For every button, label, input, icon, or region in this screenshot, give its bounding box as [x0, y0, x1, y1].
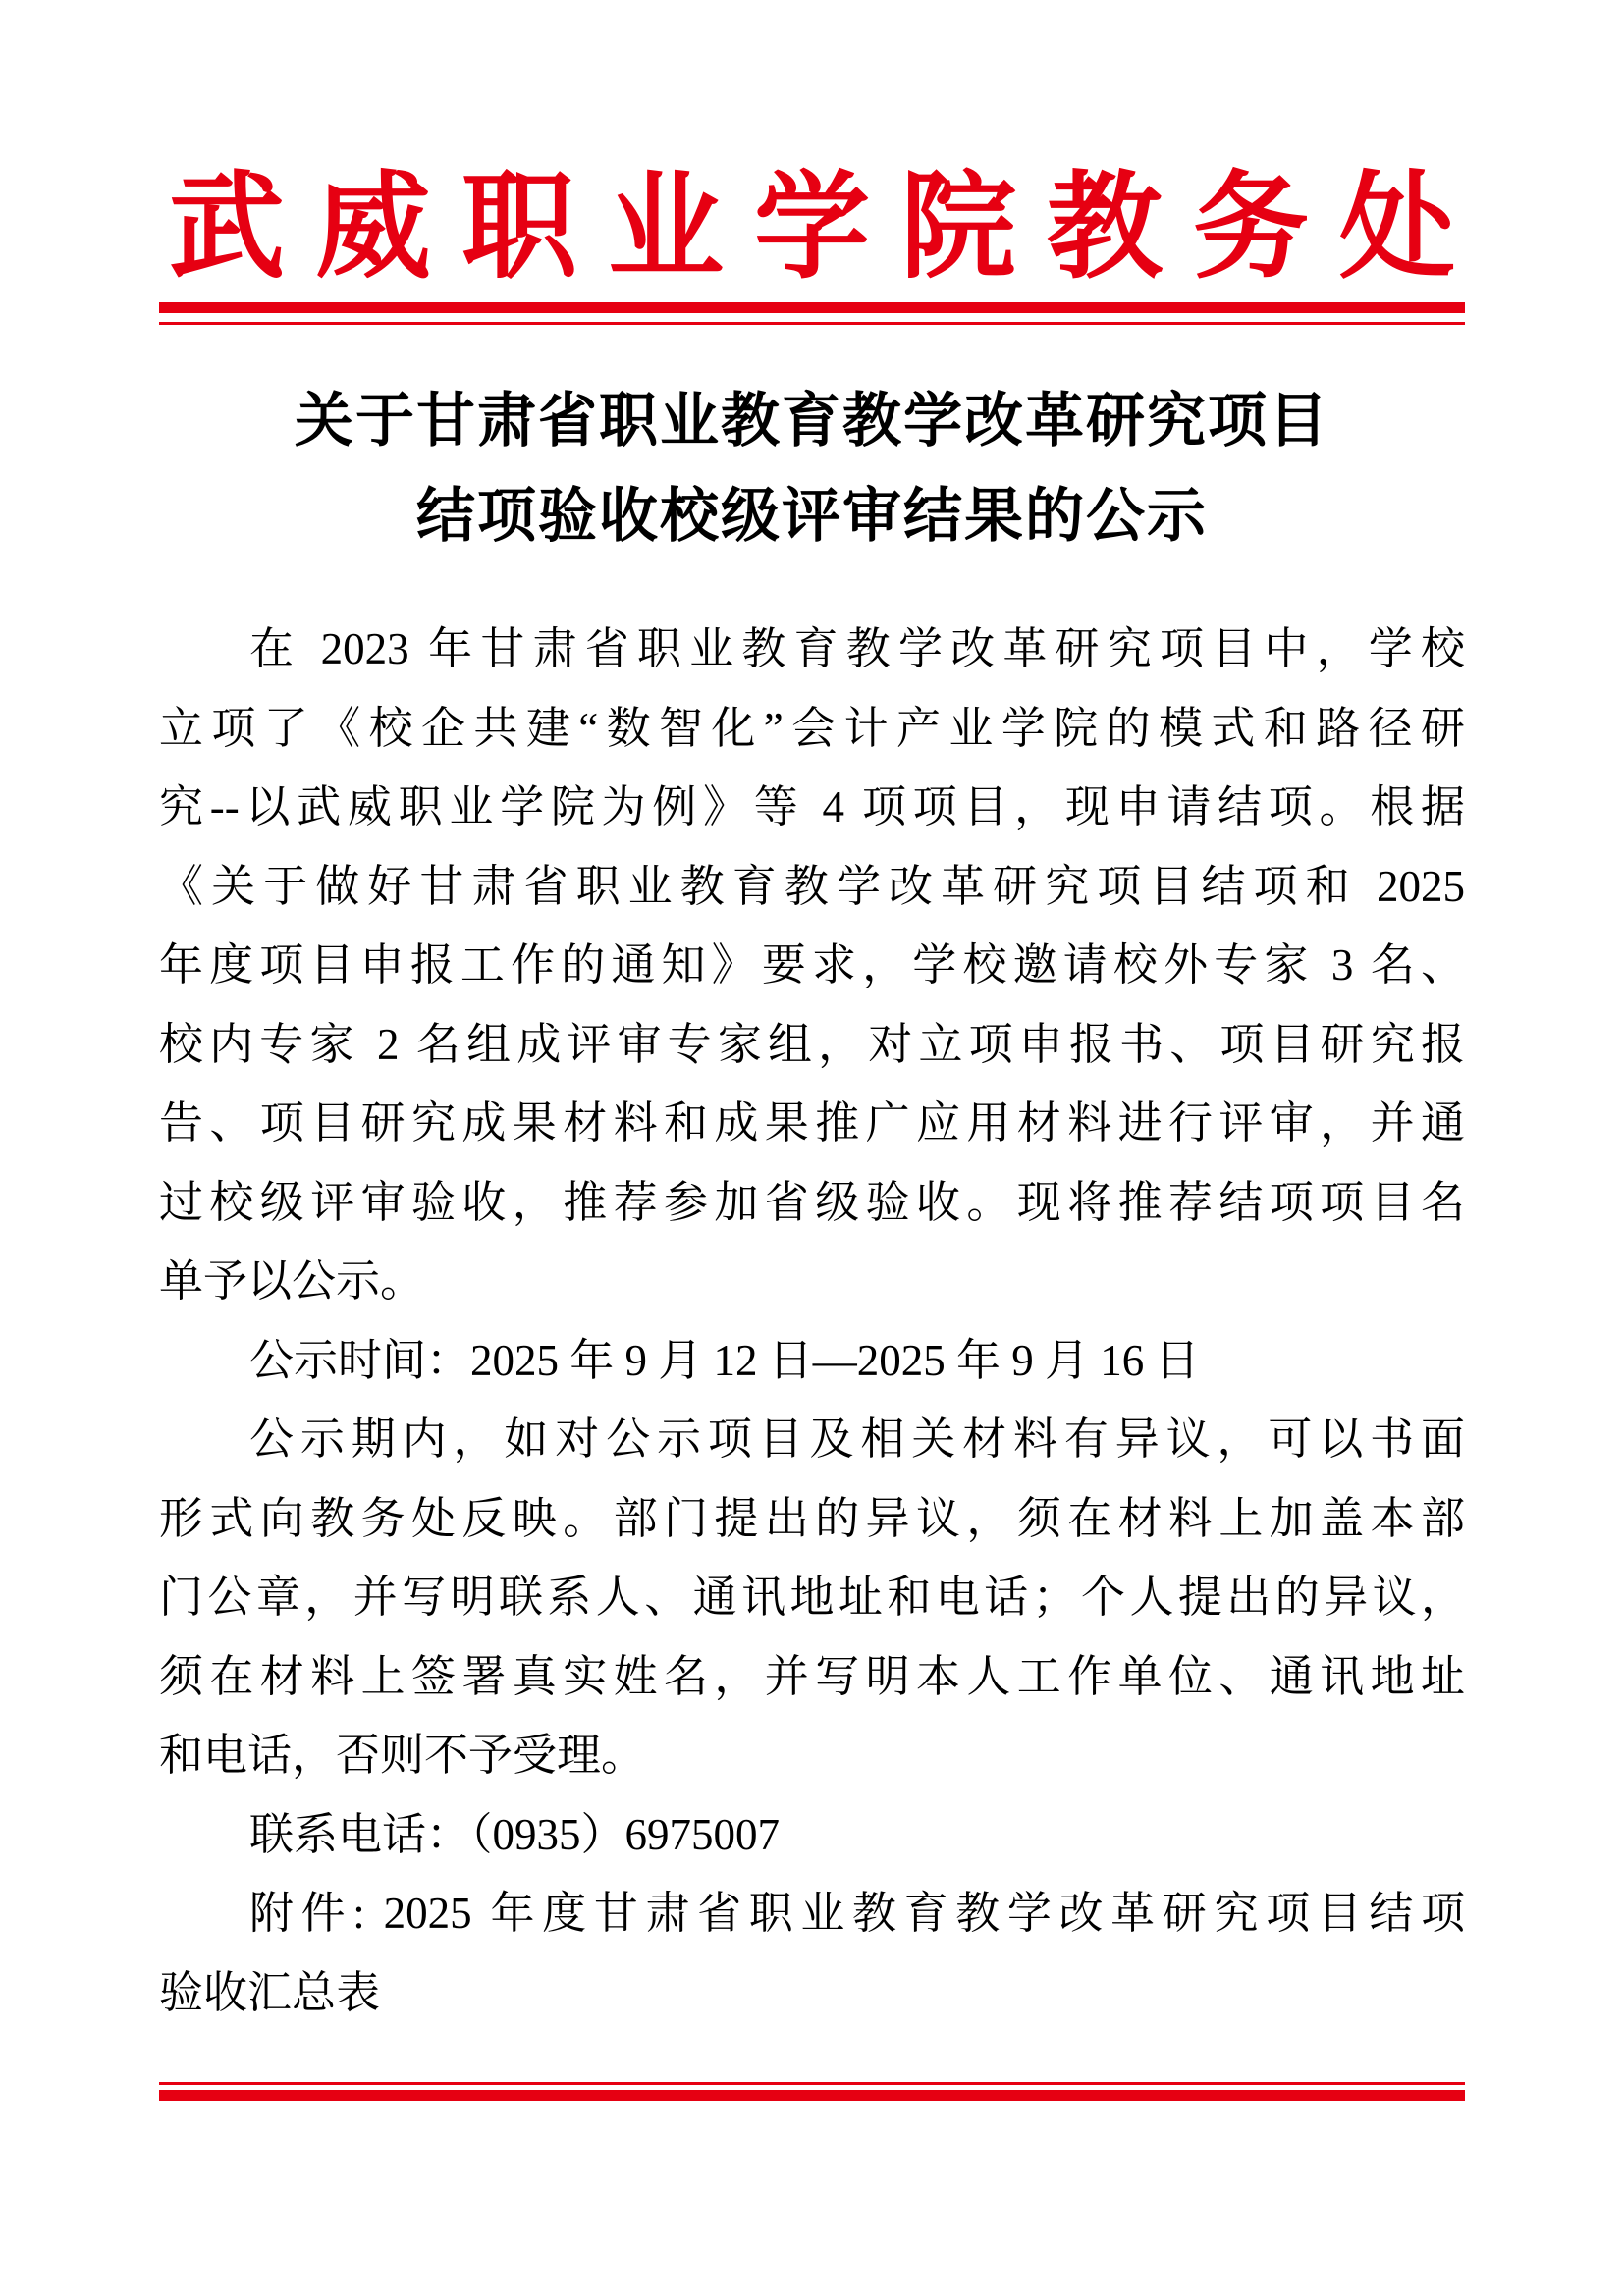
body-line: 门公章，并写明联系人、通讯地址和电话；个人提出的异议， [159, 1573, 1465, 1622]
document-title [159, 374, 1465, 564]
footer-rule-thick [159, 2090, 1465, 2101]
body-line: 公示期内，如对公示项目及相关材料有异议，可以书面 [249, 1415, 1465, 1464]
body-line: 《关于做好甘肃省职业教育教学改革研究项目结项和 2025 [159, 861, 1465, 911]
letterhead-title: 武威职业学院教务处 [169, 164, 1455, 293]
body-paragraph [159, 1321, 1465, 1401]
document-title-line1: 关于甘肃省职业教育教学改革研究项目 [295, 389, 1329, 454]
body-paragraph [159, 1795, 1465, 1875]
document-body [159, 610, 1465, 2032]
body-line: 联系电话：（0935）6975007 [249, 1809, 781, 1859]
body-line: 和电话，否则不予受理。 [159, 1731, 646, 1780]
body-paragraph [159, 1400, 1465, 1795]
body-line: 须在材料上签署真实姓名，并写明本人工作单位、通讯地址 [159, 1651, 1465, 1701]
document-title-line2: 结项验收校级评审结果的公示 [416, 484, 1208, 549]
body-line: 立项了《校企共建“数智化”会计产业学院的模式和路径研 [159, 703, 1465, 753]
letterhead-rule-thin [159, 322, 1465, 325]
body-paragraph [159, 1874, 1465, 2032]
body-line: 单予以公示。 [159, 1256, 425, 1306]
body-line: 附件: 2025 年度甘肃省职业教育教学改革研究项目结项 [249, 1889, 1465, 1938]
body-line: 形式向教务处反映。部门提出的异议，须在材料上加盖本部 [159, 1493, 1465, 1543]
body-line: 过校级评审验收，推荐参加省级验收。现将推荐结项项目名 [159, 1177, 1465, 1227]
body-line: 校内专家 2 名组成评审专家组，对立项申报书、项目研究报 [159, 1019, 1465, 1069]
footer-rule-thin [159, 2082, 1465, 2085]
body-paragraph [159, 610, 1465, 1321]
body-line: 公示时间：2025 年 9 月 12 日—2025 年 9 月 16 日 [249, 1335, 1200, 1385]
body-line: 告、项目研究成果材料和成果推广应用材料进行评审，并通 [159, 1098, 1465, 1148]
body-line: 验收汇总表 [159, 1967, 381, 2017]
body-line: 究--以武威职业学院为例》等 4 项项目，现申请结项。根据 [159, 782, 1465, 831]
body-line: 在 2023 年甘肃省职业教育教学改革研究项目中，学校 [249, 624, 1465, 673]
letterhead-rule-thick [159, 302, 1465, 313]
body-line: 年度项目申报工作的通知》要求，学校邀请校外专家 3 名、 [159, 940, 1465, 989]
